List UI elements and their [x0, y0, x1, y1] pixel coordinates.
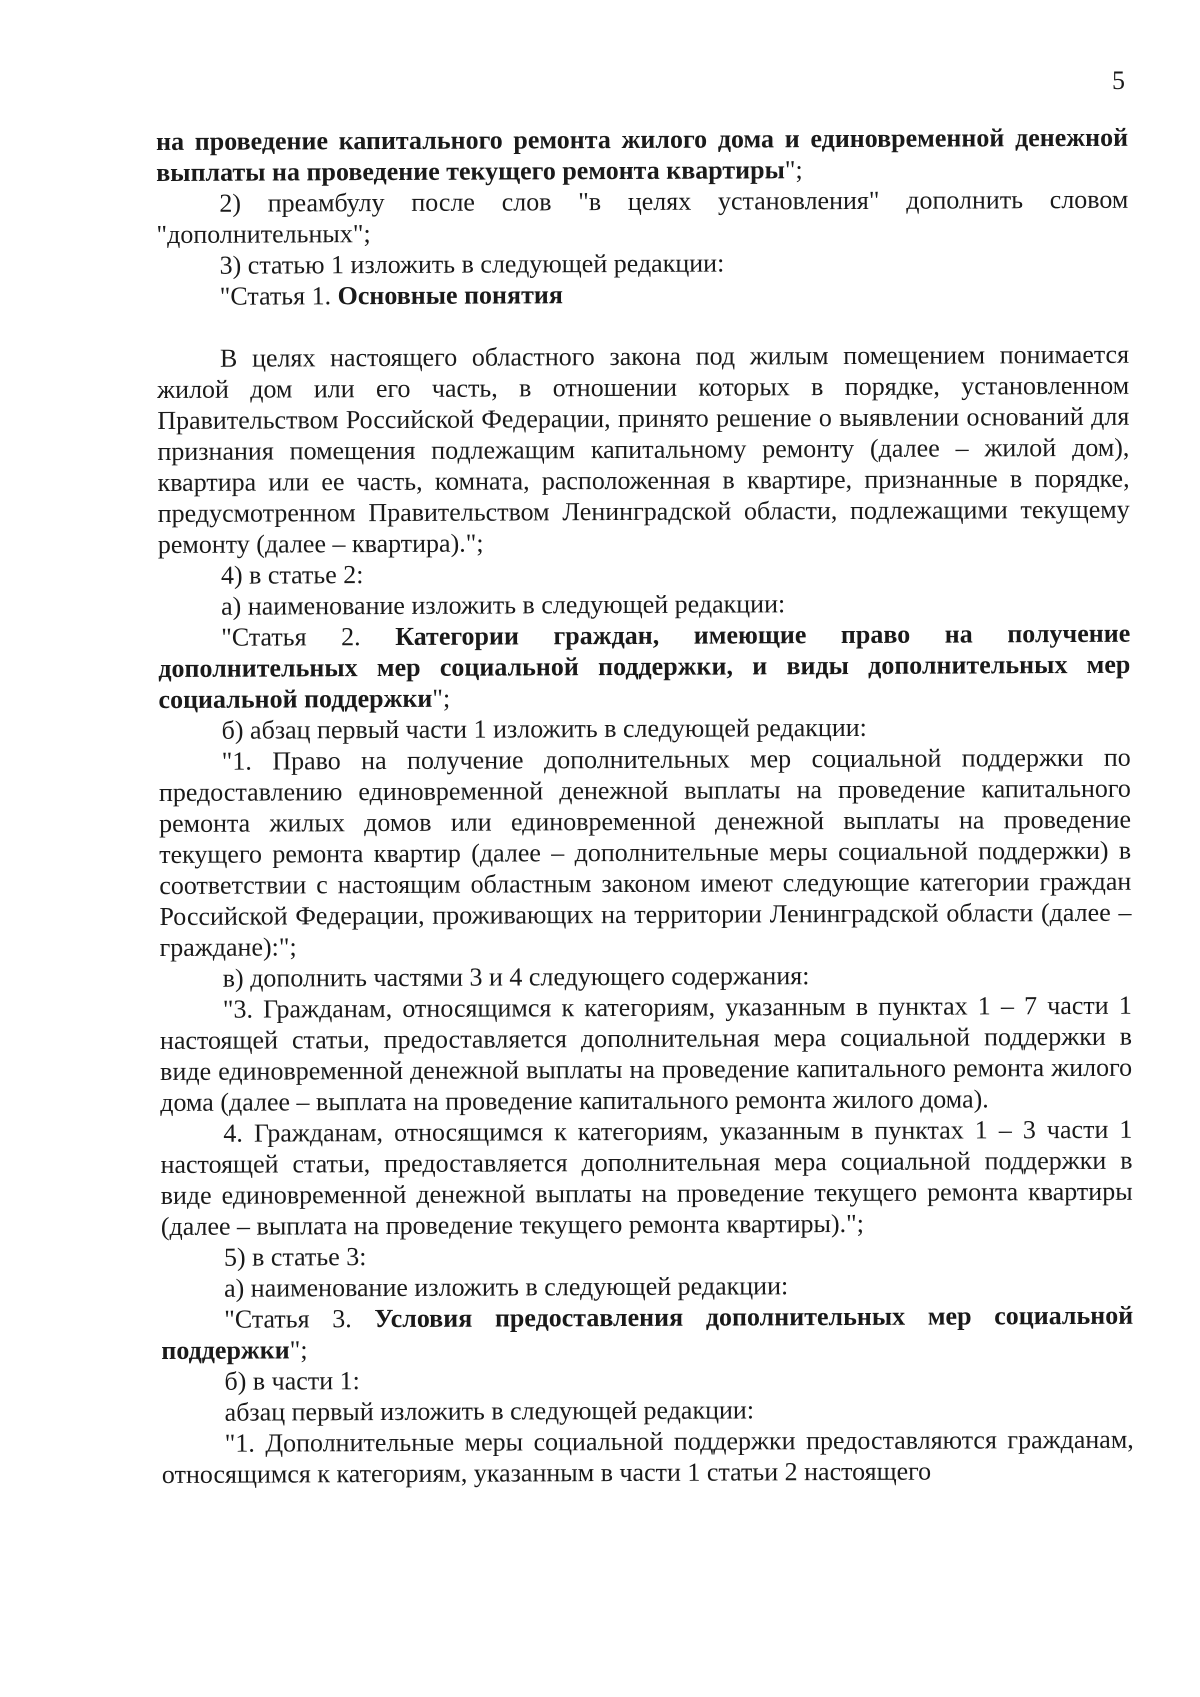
- document-body: [156, 122, 1134, 1490]
- blank-line: [157, 308, 1129, 343]
- amendment-item-2: 2) преамбулу после слов "в целях установления" дополнить словом "дополнительных";: [156, 184, 1129, 249]
- article-2-part-3-text: "3. Гражданам, относящимся к категориям, указанным в пунктах 1 – 7 части 1 настоящей статьи, предоставляется дополнительная мера социальной поддержки в виде единовременной денежной выплаты на проведение капитального ремонта жилого дома (далее – выплата на проведение капитального ремонта жилого дома).: [159, 990, 1133, 1117]
- article-title: Основные понятия: [337, 280, 563, 311]
- subitem-v-article-2: в) дополнить частями 3 и 4 следующего содержания:: [222, 961, 810, 993]
- subitem-a-article-2: а) наименование изложить в следующей редакции:: [221, 589, 786, 621]
- article-3-heading: [161, 1300, 1133, 1366]
- subitem-a-article-3: а) наименование изложить в следующей редакции:: [224, 1271, 789, 1303]
- article-prefix: "Статья 1.: [219, 281, 338, 311]
- article-3-part-1-text: "1. Дополнительные меры социальной поддержки предоставляются гражданам, относящимся к категориям, указанным в части 1 статьи 2 настоящего: [161, 1424, 1134, 1489]
- subitem-b-article-3: б) в части 1:: [224, 1366, 360, 1396]
- amendment-item-5: 5) в статье 3:: [223, 1242, 367, 1272]
- page-number: 5: [1112, 66, 1125, 95]
- text-tail: ";: [289, 1335, 308, 1365]
- amendment-item-4: 4) в статье 2:: [220, 560, 364, 590]
- article-title: Категории граждан, имеющие право на получение дополнительных мер социальной поддержки, и виды дополнительных мер социальной поддержки: [158, 618, 1131, 714]
- article-prefix: "Статья 2.: [221, 621, 396, 652]
- article-1-text: В целях настоящего областного закона под жилым помещением понимается жилой дом или его часть, в отношении которых в порядке, установленном Правительством Российской Федерации, принято решение о выявлении оснований для признания помещения подлежащим капитальному ремонту (далее – жилой дом), квартира или ее часть, комната, расположенная в квартире, признанные в порядке, предусмотренном Правительством Ленинградской области, подлежащими текущему ремонту (далее – квартира).";: [157, 339, 1130, 559]
- amendment-item-3: 3) статью 1 изложить в следующей редакции:: [219, 248, 725, 280]
- text-tail: ";: [432, 683, 451, 713]
- paragraph-continuation: [156, 122, 1128, 188]
- article-2-part-4-text: 4. Гражданам, относящимся к категориям, указанным в пунктах 1 – 3 части 1 настоящей статьи, предоставляется дополнительная мера социальной поддержки в виде единовременной денежной выплаты на проведение текущего ремонта квартиры (далее – выплата на проведение текущего ремонта квартиры).";: [160, 1114, 1133, 1241]
- bold-text: на проведение капитального ремонта жилого дома и единовременной денежной выплаты на проведение текущего ремонта квартиры: [156, 122, 1129, 187]
- text-tail: ";: [784, 155, 803, 185]
- paragraph-one-instruction: абзац первый изложить в следующей редакции:: [224, 1395, 755, 1427]
- article-1-heading: [157, 277, 1129, 312]
- subitem-b-article-2: б) абзац первый части 1 изложить в следующей редакции:: [221, 712, 867, 745]
- article-2-heading: [158, 618, 1130, 715]
- article-title: Условия предоставления дополнительных мер социальной поддержки: [161, 1300, 1134, 1365]
- article-prefix: "Статья 3.: [224, 1304, 375, 1334]
- article-2-part-1-text: "1. Право на получение дополнительных мер социальной поддержки по предоставлению единовременной денежной выплаты на проведение капитального ремонта жилых домов или единовременной денежной выплаты на проведение текущего ремонта квартир (далее – дополнительные меры социальной поддержки) в соответствии с настоящим областным законом имеют следующие категории граждан Российской Федерации, проживающих на территории Ленинградской области (далее – граждане):";: [158, 742, 1132, 962]
